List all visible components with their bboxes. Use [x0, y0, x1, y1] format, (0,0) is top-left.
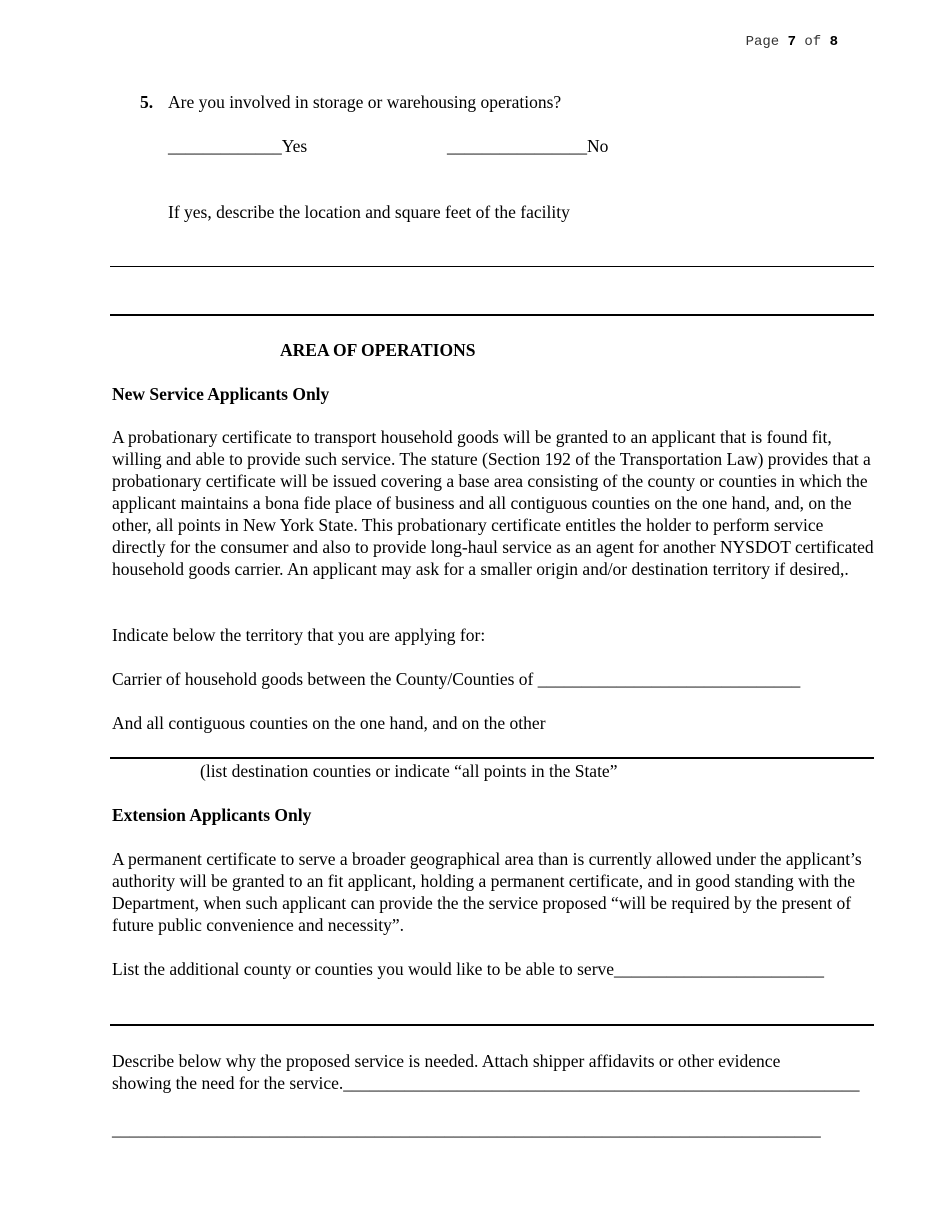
describe-need-answer-line[interactable]: _________________________________________________________________________________ [112, 1119, 821, 1139]
territory-prompt: Indicate below the territory that you are applying for: [112, 625, 486, 645]
page-total: 8 [829, 34, 838, 50]
new-service-heading: New Service Applicants Only [112, 384, 330, 404]
page-current: 7 [787, 34, 796, 50]
no-option-blank[interactable]: ________________No [447, 136, 609, 156]
area-of-operations-title: AREA OF OPERATIONS [280, 340, 476, 360]
destination-counties-line[interactable] [110, 757, 874, 759]
facility-followup-prompt: If yes, describe the location and square feet of the facility [168, 202, 570, 222]
additional-counties-line[interactable] [110, 1024, 874, 1026]
page-of: of [795, 34, 830, 50]
destination-note: (list destination counties or indicate “all points in the State” [200, 761, 618, 781]
facility-answer-line[interactable] [110, 266, 874, 267]
section-divider [110, 314, 874, 316]
yes-option-blank[interactable]: _____________Yes [168, 136, 308, 156]
question-5-number: 5. [140, 92, 154, 112]
origin-counties-field[interactable]: Carrier of household goods between the County/Counties of ______________________________ [112, 669, 801, 689]
describe-need-line-1: Describe below why the proposed service is needed. Attach shipper affidavits or other evidence [112, 1051, 781, 1071]
page-indicator [746, 34, 838, 50]
question-5-text: Are you involved in storage or warehousing operations? [168, 92, 562, 112]
permanent-certificate-paragraph: A permanent certificate to serve a broader geographical area than is currently allowed under the applicant’s authority will be granted to an fit applicant, holding a permanent certificate, and in good standing with the Department, when such applicant can provide the the service proposed “will be required by the present of future public convenience and necessity”. [112, 849, 862, 935]
extension-heading: Extension Applicants Only [112, 805, 312, 825]
additional-counties-field[interactable]: List the additional county or counties you would like to be able to serve________________________ [112, 959, 825, 979]
page-prefix: Page [745, 34, 788, 50]
probationary-certificate-paragraph: A probationary certificate to transport household goods will be granted to an applicant that is found fit, willing and able to provide such service. The stature (Section 192 of the Transportation Law) provides that a probationary certificate will be issued covering a base area consisting of the county or counties in which the applicant maintains a bona fide place of business and all contiguous counties on the one hand, and, on the other, all points in New York State. This probationary certificate entitles the holder to perform service directly for the consumer and also to provide long-haul service as an agent for another NYSDOT certificated household goods carrier. An applicant may ask for a smaller origin and/or destination territory if desired,. [112, 427, 874, 579]
describe-need-line-2[interactable]: showing the need for the service.___________________________________________________________ [112, 1073, 860, 1093]
contiguous-counties-text: And all contiguous counties on the one hand, and on the other [112, 713, 546, 733]
